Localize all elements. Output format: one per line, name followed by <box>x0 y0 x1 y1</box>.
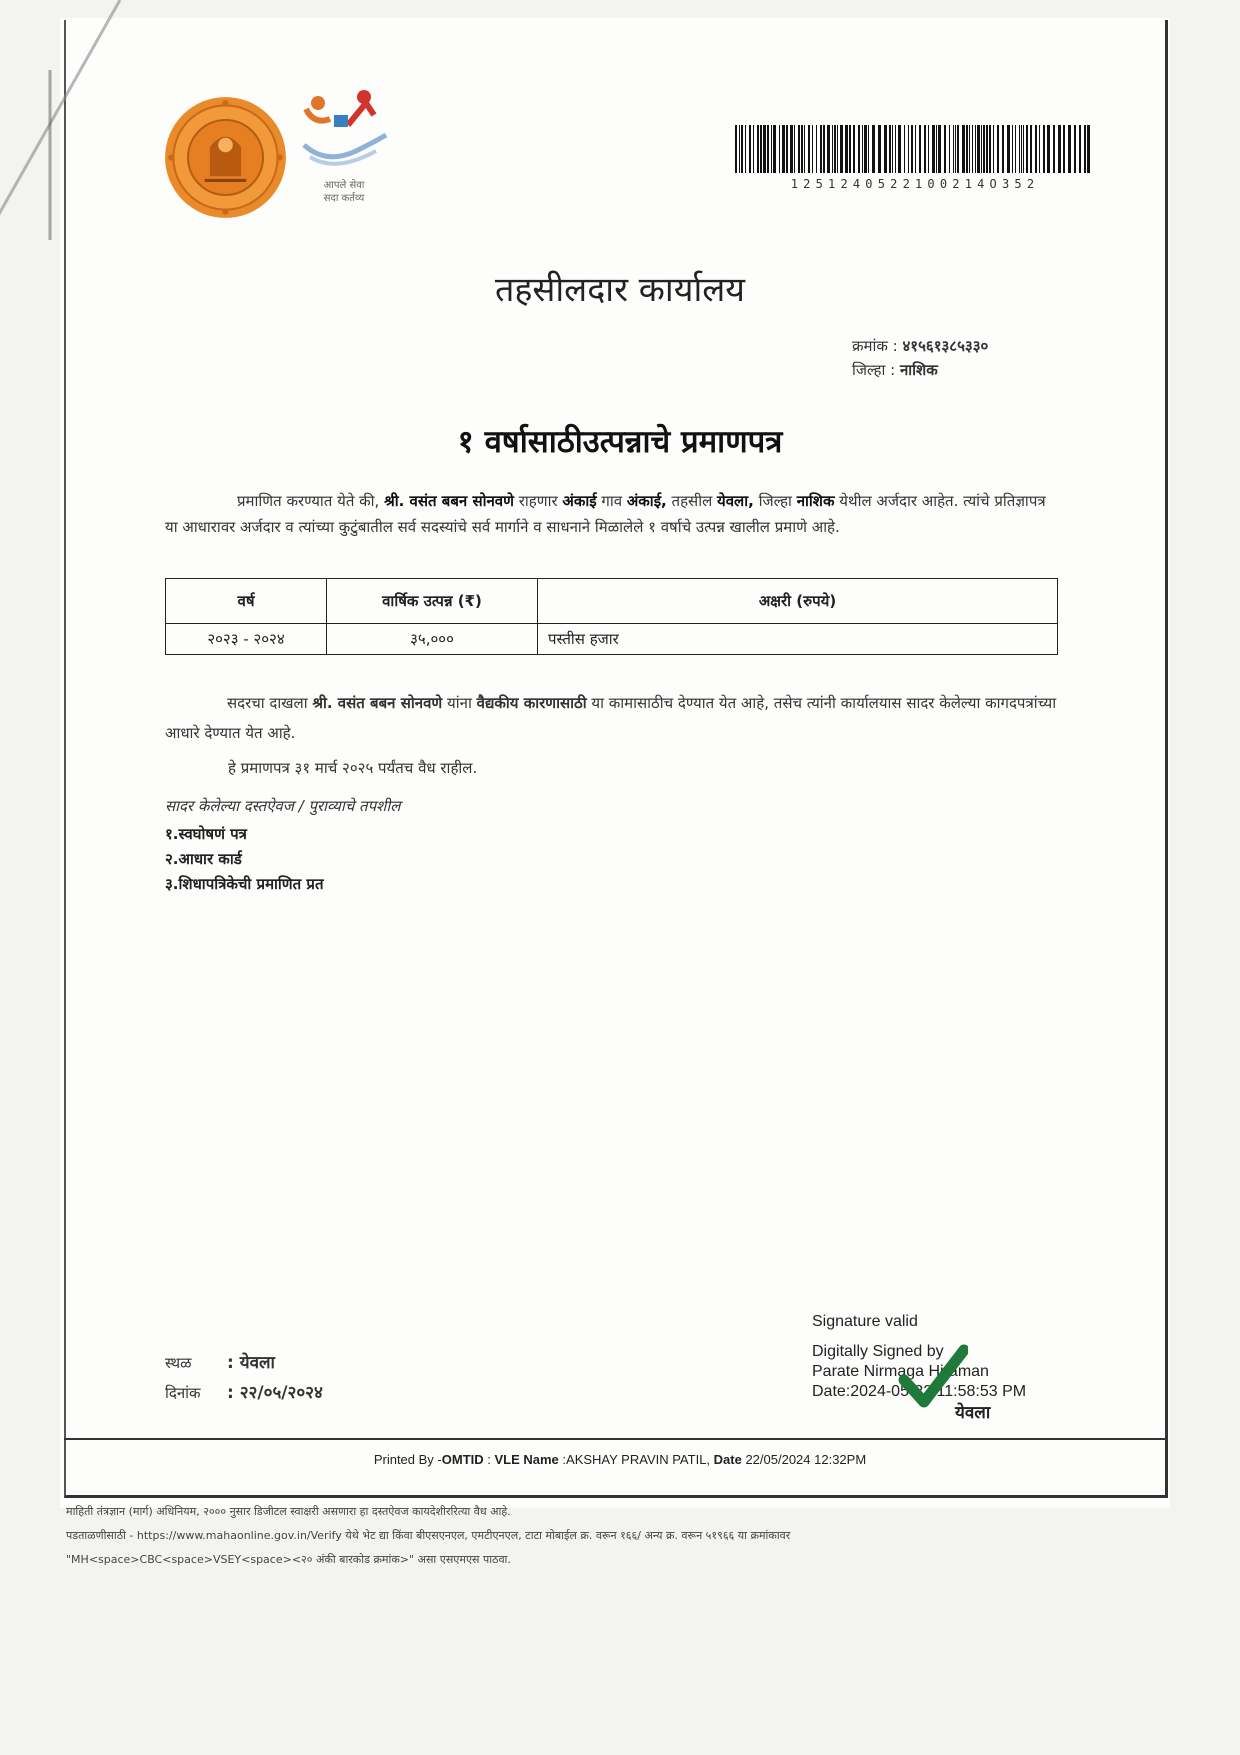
signature-valid-text: Signature valid <box>812 1313 918 1330</box>
purpose-paragraph <box>165 688 1060 748</box>
purpose-applicant-name: श्री. वसंत बबन सोनवणे <box>312 694 443 712</box>
purpose-reason: वैद्यकीय कारणासाठी <box>476 694 587 712</box>
printed-by-label: Printed By - <box>373 1452 442 1467</box>
header-annual-income: वार्षिक उत्पन्न (₹) <box>327 579 538 624</box>
kramank-label: क्रमांक : <box>852 337 898 355</box>
omtid-label: OMTID <box>441 1452 484 1467</box>
list-item: २.आधार कार्ड <box>165 850 242 868</box>
office-title: तहसीलदार कार्यालय <box>494 270 746 310</box>
cell-income: ३५,००० <box>327 624 538 655</box>
vle-label: VLE Name <box>494 1452 559 1467</box>
village-name: अंकाई <box>562 492 597 510</box>
signature-place: येवला <box>955 1403 991 1423</box>
printed-date-value: 22/05/2024 12:32PM <box>741 1452 867 1467</box>
list-item: ३.शिधापत्रिकेची प्रमाणित प्रत <box>165 875 324 893</box>
purpose-text-1: सदरचा दाखला <box>227 694 313 712</box>
cell-income-words: पस्तीस हजार <box>538 624 1058 655</box>
documents-list <box>165 822 324 897</box>
documents-heading: सादर केलेल्या दस्तऐवज / पुराव्याचे तपशील <box>165 797 401 815</box>
intro-text-4: तहसील <box>666 492 718 510</box>
header-year: वर्ष <box>166 579 327 624</box>
aaple-sarkar-logo <box>296 85 392 215</box>
sthal-value: : येवला <box>227 1353 275 1373</box>
intro-text-1: प्रमाणित करण्यात येते की, <box>237 492 385 510</box>
printed-date-label: Date <box>713 1452 742 1467</box>
village-name-2: अंकाई, <box>626 492 667 510</box>
dinank-label: दिनांक <box>165 1384 201 1402</box>
purpose-text-3: या कामासाठीच देण्यात येत आहे, तसेच त्यांनी कार्यालयास सादर केलेल्या कागदपत्रांच्या आधारे देण्यात येत आहे. <box>165 694 1057 742</box>
logo-caption-2: सदा कर्तव्य <box>323 193 365 204</box>
list-item: १.स्वघोषणं पत्र <box>165 825 247 843</box>
vle-value: :AKSHAY PRAVIN PATIL, <box>558 1452 714 1467</box>
barcode <box>735 125 1095 195</box>
intro-text-3: गाव <box>596 492 627 510</box>
intro-text-2: राहणार <box>513 492 563 510</box>
certificate-meta <box>852 334 988 382</box>
dinank-value: : २२/०५/२०२४ <box>227 1383 323 1403</box>
signature-line-2: Parate Nirmaga Hiraman <box>812 1363 989 1380</box>
place-date-block <box>165 1348 323 1408</box>
intro-paragraph <box>165 488 1060 540</box>
footer-line-1: माहिती तंत्रज्ञान (मार्ग) अधिनियम, २००० नुसार डिजीटल स्वाक्षरी असणारा हा दस्तऐवज कायदेशीररित्या वैध आहे. <box>66 1505 511 1518</box>
barcode-number: 1251240522100214O352 <box>790 177 1040 191</box>
barcode-bars <box>735 125 1095 173</box>
footer-line-2: पडताळणीसाठी - https://www.mahaonline.gov.in/Verify येथे भेट द्या किंवा बीएसएनएल, एमटीएनएल, टाटा मोबाईल क्र. वरून १६६/ अन्य क्र. वरून ५१९६६ या क्रमांकावर <box>66 1529 791 1542</box>
district-name: नाशिक <box>796 492 835 510</box>
purpose-text-2: यांना <box>442 694 477 712</box>
applicant-name: श्री. वसंत बबन सोनवणे <box>384 492 514 510</box>
footer-line-3: "MH<space>CBC<space>VSEY<space><२० अंकी बारकोड क्रमांक>" असा एसएमएस पाठवा. <box>66 1553 511 1566</box>
signature-line-3: Date:2024-05-22 11:58:53 PM <box>812 1383 1027 1400</box>
validity-statement: हे प्रमाणपत्र ३१ मार्च २०२५ पर्यंतच वैध राहील. <box>228 759 478 777</box>
aaple-sarkar-icon <box>296 85 392 175</box>
kramank-value: ४१५६१३८५३३० <box>902 337 989 355</box>
logo-caption-1: आपले सेवा <box>323 180 365 191</box>
footer-notes <box>66 1500 1166 1572</box>
digital-signature <box>812 1312 1072 1402</box>
signature-line-1: Digitally Signed by <box>812 1343 944 1360</box>
header-in-words: अक्षरी (रुपये) <box>538 579 1058 624</box>
intro-text-6: येथील अर्जदार आहेत. त्यांचे प्रतिज्ञापत्र या आधारावर अर्जदार व त्यांच्या कुटुंबातील सर्व सदस्यांचे सर्व मार्गाने व साधनाने मिळालेले १ वर्षाचे उत्पन्न खालील प्रमाणे आहे. <box>165 492 1046 536</box>
income-table <box>165 578 1058 655</box>
cell-year: २०२३ - २०२४ <box>166 624 327 655</box>
jilha-value: नाशिक <box>899 361 938 379</box>
taluka-name: येवला, <box>717 492 754 510</box>
intro-text-5: जिल्हा <box>753 492 797 510</box>
sthal-label: स्थळ <box>165 1354 192 1372</box>
divider <box>64 1438 1168 1440</box>
income-table-header <box>166 579 1058 624</box>
scan-artifact-line <box>0 0 130 260</box>
maharashtra-seal-icon <box>163 95 288 220</box>
printed-sep: : <box>483 1452 495 1467</box>
certificate-title: १ वर्षासाठीउत्पन्नाचे प्रमाणपत्र <box>457 424 783 460</box>
table-row <box>166 624 1058 655</box>
printed-by-line <box>0 1452 1240 1467</box>
jilha-label: जिल्हा : <box>852 361 896 379</box>
